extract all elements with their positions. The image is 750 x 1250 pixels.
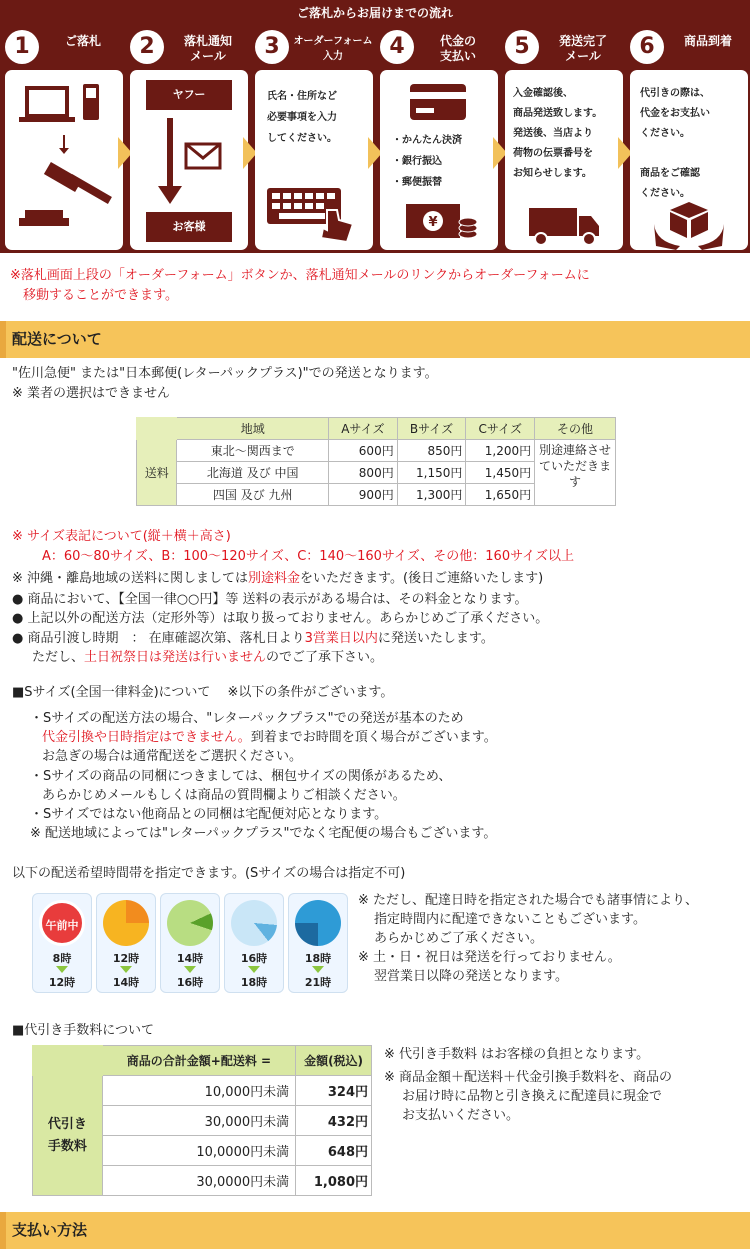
- down-arrow-icon: [56, 966, 68, 973]
- bullet-methods: ● 上記以外の配送方法（定形外等）は取り扱っておりません。あらかじめご了承ください。: [12, 611, 549, 626]
- s-size-line: ・Sサイズの配送方法の場合、"レターパックプラス"での発送が基本のため: [30, 711, 464, 726]
- shipping-line1: "佐川急便" または"日本郵便(レターパックプラス)"での発送となります。: [12, 366, 438, 381]
- time-note: ※ ただし、配達日時を指定された場合でも諸事情により、: [358, 893, 699, 908]
- mail-arrow-icon: [130, 114, 248, 210]
- header-size-a: Aサイズ: [329, 418, 398, 440]
- step-number: 2: [130, 30, 164, 64]
- step-card: [130, 70, 248, 250]
- size-detail: A：60～80サイズ、B：100～120サイズ、C：140～160サイズ、その他：160サイズ以上: [42, 549, 575, 564]
- keyboard-icon: [255, 180, 373, 250]
- shipping-heading: 配送について: [0, 321, 750, 358]
- time-heading: 以下の配送希望時間帯を指定できます。(Sサイズの場合は指定不可): [12, 866, 406, 881]
- s-size-heading: ■Sサイズ(全国一律料金)について ※以下の条件がございます。: [12, 685, 394, 700]
- step-title: オーダーフォーム 入力: [293, 36, 373, 62]
- step-notice-mail: [130, 27, 250, 253]
- clock-icon: [231, 900, 277, 946]
- time-slot: 14時 16時: [160, 893, 220, 993]
- clock-icon: [295, 900, 341, 946]
- step-text: 入金確認後、 商品発送致します。 発送後、当店より 荷物の伝票番号を お知らせします。: [513, 88, 603, 179]
- s-size-line: ※ 配送地域によっては"レターパックプラス"でなく宅配便の場合もございます。: [30, 826, 497, 841]
- step-bid: [5, 27, 125, 253]
- shipping-table: [136, 417, 616, 506]
- step-payment: [380, 27, 500, 253]
- clock-icon: [167, 900, 213, 946]
- s-size-line: ・Sサイズの商品の同梱につきましては、梱包サイズの関係があるため、: [30, 769, 452, 784]
- size-note: ※ サイズ表記について(縦＋横＋高さ): [12, 529, 231, 544]
- s-size-line: 代金引換や日時指定はできません。到着までお時間を頂く場合がございます。: [42, 730, 497, 745]
- time-slot: 午前中 8時 12時: [32, 893, 92, 993]
- table-row: 30,0000円未満 1,080円: [33, 1166, 372, 1196]
- cod-note: ※ 商品金額＋配送料＋代金引換手数料を、商品の: [384, 1070, 673, 1085]
- cod-note: お届け時に品物と引き換えに配達員に現金で: [402, 1089, 663, 1104]
- okinawa-note: ※ 沖縄・離島地域の送料に関しましては別途料金をいただきます。(後日ご連絡いたします): [12, 571, 544, 586]
- time-note: 翌営業日以降の発送となります。: [374, 969, 568, 984]
- row-label: 送料: [137, 440, 177, 506]
- step-card: [630, 70, 748, 250]
- credit-card-icon: [380, 78, 498, 128]
- other-note: 別途連絡させていただきます: [535, 440, 616, 506]
- time-note: ※ 土・日・祝日は発送を行っておりません。: [358, 950, 621, 965]
- bullet-holiday: ただし、土日祝祭日は発送は行いませんのでご了承下さい。: [32, 650, 384, 665]
- step-title: 発送完了 メール: [558, 34, 607, 63]
- cod-note: ※ 代引き手数料 はお客様の負担となります。: [384, 1047, 650, 1062]
- header-size-c: Cサイズ: [466, 418, 535, 440]
- step-title: ご落札: [64, 34, 101, 48]
- table-row: 北海道 及び 中国 800円 1,150円 1,450円: [137, 462, 616, 484]
- s-size-line: ・Sサイズではない他商品との同梱は宅配便対応となります。: [30, 807, 388, 822]
- table-row: 10,0000円未満 648円: [33, 1136, 372, 1166]
- time-slot: 12時 14時: [96, 893, 156, 993]
- step-number: 6: [630, 30, 664, 64]
- header-total: 商品の合計金額+配送料 =: [102, 1046, 295, 1076]
- laptop-phone-icon: [5, 70, 123, 250]
- order-form-note: ※落札画面上段の「オーダーフォーム」ボタンか、落札通知メールのリンクからオーダーフォームに 移動することができます。: [10, 268, 590, 303]
- step-card: [505, 70, 623, 250]
- table-row: 送料 東北～関西まで 600円 850円 1,200円 別途連絡させていただきます: [137, 440, 616, 462]
- table-row: 代引き 手数料 10,000円未満 324円: [33, 1076, 372, 1106]
- label-customer: お客様: [146, 212, 232, 242]
- header-fee: 金額(税込): [296, 1046, 372, 1076]
- step-title: 商品到着: [683, 34, 732, 48]
- flow-title: ご落札からお届けまでの流れ: [0, 0, 750, 27]
- clock-icon: [103, 900, 149, 946]
- label-yahoo: ヤフー: [146, 80, 232, 110]
- step-text: 氏名・住所など 必要事項を入力 してください。: [267, 91, 337, 144]
- step-arrival: [630, 27, 750, 253]
- down-arrow-icon: [120, 966, 132, 973]
- step-card: [380, 70, 498, 250]
- time-note: 指定時間内に配達できないこともございます。: [374, 912, 646, 927]
- package-hands-icon: [630, 198, 748, 250]
- table-row: 四国 及び 九州 900円 1,300円 1,650円: [137, 484, 616, 506]
- step-card: [255, 70, 373, 250]
- down-arrow-icon: [248, 966, 260, 973]
- payment-heading: 支払い方法: [0, 1212, 750, 1249]
- morning-badge: 午前中: [39, 900, 85, 946]
- step-title: 落札通知 メール: [183, 34, 232, 63]
- step-text: ・かんたん決済 ・銀行振込 ・郵便振替: [392, 135, 462, 188]
- truck-icon: [505, 204, 623, 250]
- down-arrow-icon: [184, 966, 196, 973]
- step-number: 4: [380, 30, 414, 64]
- cod-table: [32, 1045, 372, 1196]
- cod-note: お支払いください。: [402, 1108, 520, 1123]
- flow-steps: [0, 27, 750, 253]
- time-slot: 18時 21時: [288, 893, 348, 993]
- cod-heading: ■代引き手数料について: [12, 1023, 155, 1038]
- header-region: 地域: [177, 418, 329, 440]
- step-shipped-mail: [505, 27, 625, 253]
- time-note: あらかじめご了承ください。: [374, 931, 544, 946]
- step-title: 代金の 支払い: [439, 34, 476, 63]
- svg-text:¥: ¥: [428, 215, 438, 230]
- down-arrow-icon: [312, 966, 324, 973]
- s-size-line: あらかじめメールもしくは商品の質問欄よりご相談ください。: [42, 788, 406, 803]
- bullet-flat-rate: ● 商品において、【全国一律○○円】等 送料の表示がある場合は、その料金となります。: [12, 592, 528, 607]
- step-order-form: [255, 27, 375, 253]
- step-card: [5, 70, 123, 250]
- s-size-line: お急ぎの場合は通常配送をご選択ください。: [42, 749, 303, 764]
- header-size-b: Bサイズ: [397, 418, 466, 440]
- cod-label: 代引き 手数料: [33, 1076, 103, 1196]
- step-number: 1: [5, 30, 39, 64]
- gavel-icon: [19, 162, 112, 226]
- money-icon: [380, 198, 498, 248]
- bullet-delivery-time: ● 商品引渡し時期 ： 在庫確認次第、落札日より3営業日以内に発送いたします。: [12, 631, 494, 646]
- table-row: 30,000円未満 432円: [33, 1106, 372, 1136]
- time-slot: 16時 18時: [224, 893, 284, 993]
- shipping-line2: ※ 業者の選択はできません: [12, 386, 171, 401]
- step-number: 3: [255, 30, 289, 64]
- step-number: 5: [505, 30, 539, 64]
- step-text: 代引きの際は、 代金をお支払い ください。 商品をご確認 ください。: [640, 88, 710, 199]
- header-other: その他: [535, 418, 616, 440]
